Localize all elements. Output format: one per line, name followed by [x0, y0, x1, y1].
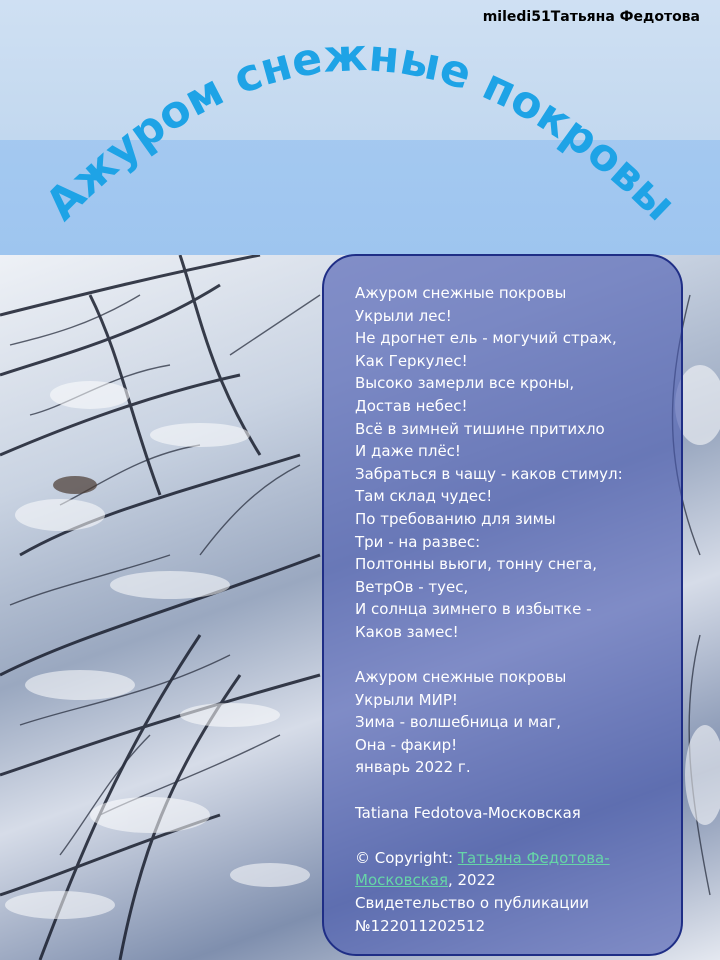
poem-line: ВетрОв - туес,: [355, 577, 469, 596]
poem-line: Ажуром снежные покровы: [355, 668, 567, 687]
poem-line: Высоко замерли все кроны,: [355, 374, 575, 393]
poem-line: Укрыли МИР!: [355, 690, 458, 709]
stanza-gap: [355, 644, 675, 667]
poem-line: Три - на развес:: [355, 532, 481, 551]
poem-line: И солнца зимнего в избытке -: [355, 600, 592, 619]
poem-line: Она - факир!: [355, 735, 458, 754]
stanza-gap: [355, 824, 675, 847]
poem-line: Полтонны вьюги, тонну снега,: [355, 555, 597, 574]
copyright-line: [355, 847, 675, 870]
poem-line: Достав небес!: [355, 396, 468, 415]
copyright-line-2: [355, 869, 675, 892]
poem-title-path: Ажуром снежные покровы: [36, 29, 686, 231]
author-link[interactable]: Татьяна Федотова-: [457, 848, 610, 867]
title-arc: [0, 0, 720, 260]
poem-line: Забраться в чащу - каков стимул:: [355, 464, 623, 483]
poem-line: Ажуром снежные покровы: [355, 284, 567, 302]
poem-title: [36, 30, 685, 231]
copyright-prefix: © Copyright:: [355, 848, 458, 867]
poem-text: [355, 282, 675, 937]
poem-line: Каков замес!: [355, 622, 459, 641]
certificate-number: №122011202512: [355, 916, 486, 935]
stanza-gap: [355, 779, 675, 802]
poem-line: Всё в зимней тишине притихло: [355, 419, 605, 438]
copyright-year: , 2022: [447, 871, 496, 890]
poem-date: январь 2022 г.: [355, 758, 471, 777]
certificate-label: Свидетельство о публикации: [355, 894, 590, 913]
poem-line: Там склад чудес!: [355, 487, 493, 506]
poem-line: Не дрогнет ель - могучий страж,: [355, 329, 617, 348]
poem-line: По требованию для зимы: [355, 509, 556, 528]
poem-line: И даже плёс!: [355, 442, 461, 461]
poem-signature: Tatiana Fedotova-Московская: [355, 803, 581, 822]
poem-line: Укрыли лес!: [355, 306, 452, 325]
author-link-continued[interactable]: Московская: [355, 871, 448, 890]
author-label: miledi51Татьяна Федотова: [482, 9, 700, 25]
poem-line: Зима - волшебница и маг,: [355, 713, 562, 732]
poem-line: Как Геркулес!: [355, 351, 468, 370]
